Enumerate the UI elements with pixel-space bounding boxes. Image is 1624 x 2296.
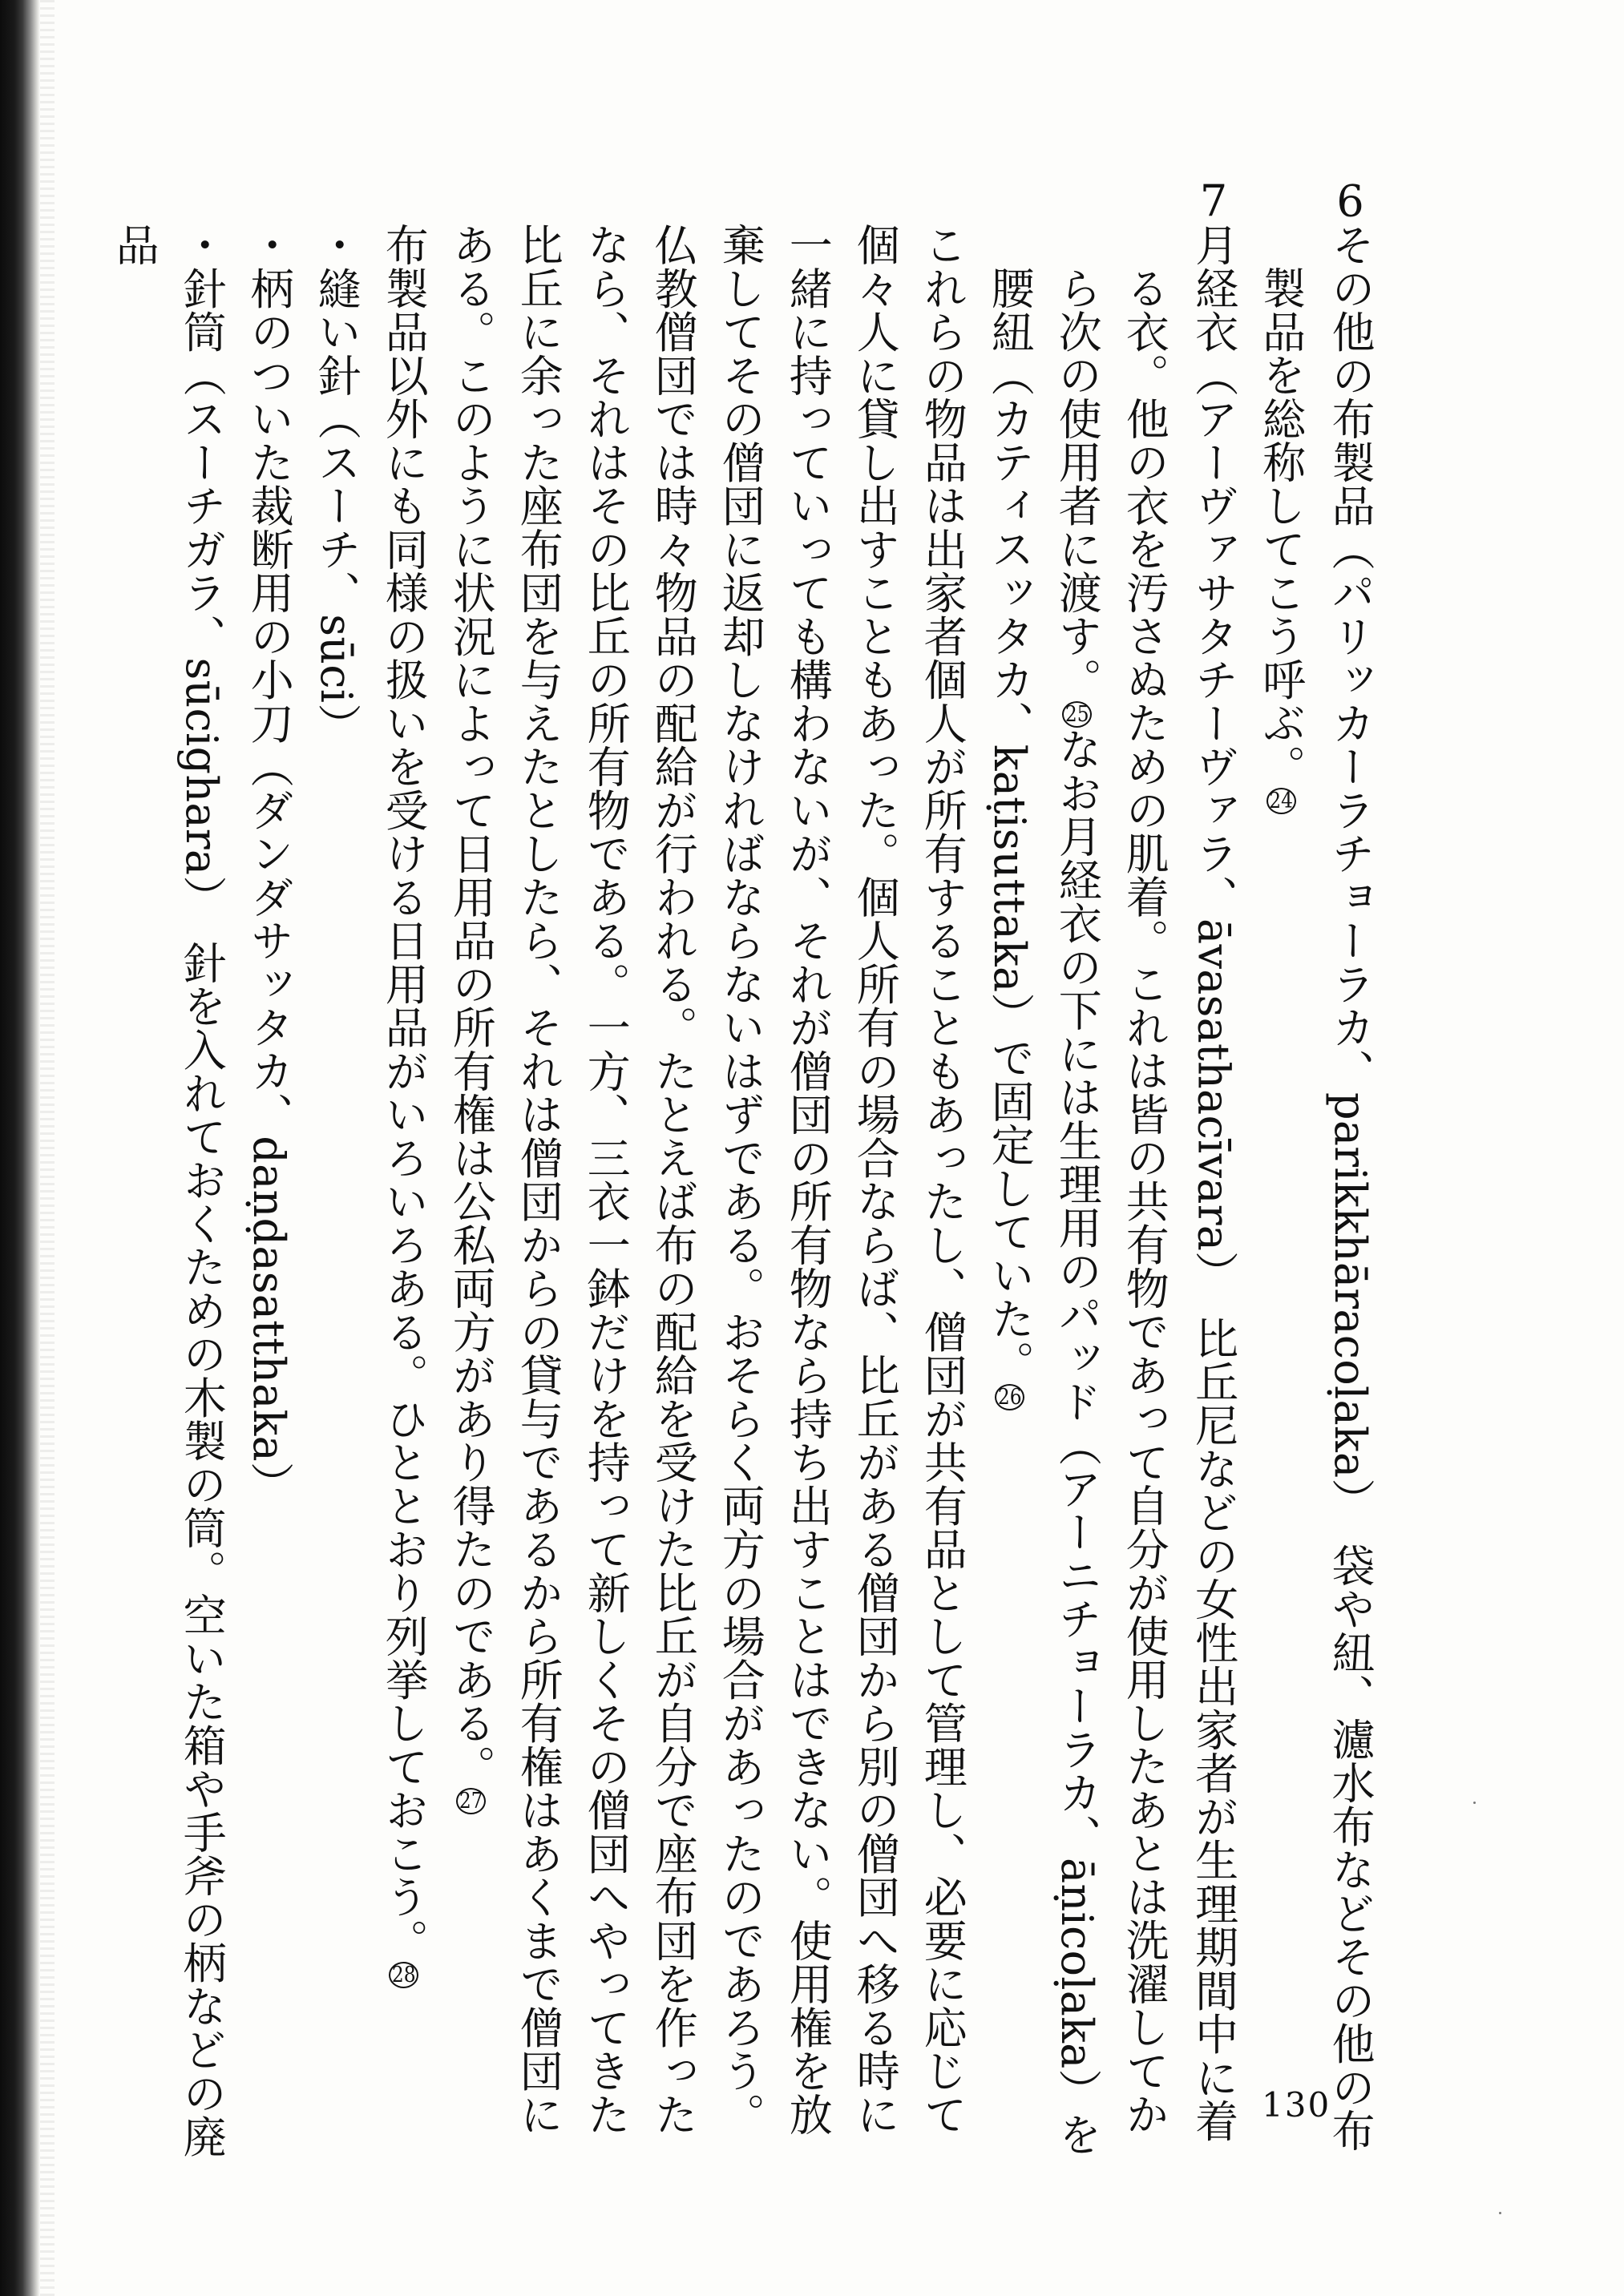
footnote-marker: 26 — [995, 1384, 1024, 1410]
item-body: 袋や紐、濾水布などその他の布製品を総称してこう呼ぶ。 — [1255, 266, 1376, 2153]
page-number: 130 — [1262, 2085, 1331, 2125]
bullet-item — [302, 223, 370, 2162]
item-reading: （パリッカーラチョーラカ、parikkhāracoḷaka） — [1325, 527, 1376, 1500]
body-text — [100, 180, 1384, 2162]
list-item-6: 6その他の布製品（パリッカーラチョーラカ、parikkhāracoḷaka） 袋や紐、濾水布などその他の布製品を総称してこう呼ぶ。$^{24}$ — [1255, 180, 1376, 2153]
item-title: 月経衣 — [1188, 223, 1239, 353]
bullet-item — [100, 223, 235, 2162]
paragraph — [437, 223, 706, 2162]
list-item-7: 7月経衣（アーヴァサタチーヴァラ、āvasathacīvara） 比丘尼などの女性出家者が生理期間中に着る衣。他の衣を汚さぬための肌着。これは皆の共有物であって自分が使用したあとは洗濯してから次の使用者に渡す。$^{25}$なお月経衣の下には生理用のパッド（アーニチョーラカ、āṇicoḷaka）を腰紐（カティスッタカ、kaṭisuttaka）で固定していた。$^{26}$ — [984, 180, 1239, 2157]
scan-speck — [1473, 1802, 1476, 1804]
bullet-text: 縫い針（スーチ、sūci） — [311, 266, 362, 747]
bullet-text: 針筒（スーチガラ、sūcighara） — [176, 266, 228, 898]
item-title: その他の布製品 — [1325, 223, 1376, 527]
bullet-item — [235, 223, 302, 2162]
footnote-marker: 28 — [389, 1962, 418, 1988]
item-body-continued: なお月経衣の下には生理用のパッド（アーニチョーラカ、āṇicoḷaka）を腰紐（カティスッタカ、kaṭisuttaka）で固定していた。 — [984, 266, 1103, 2157]
bullet-description: 針を入れておくための木製の筒。空いた箱や手斧の柄などの廃品 — [109, 223, 228, 2158]
bullet-text: 柄のついた裁断用の小刀（ダンダサッタカ、daṇḍasatthaka） — [244, 266, 295, 1506]
item-reading: （アーヴァサタチーヴァラ、āvasathacīvara） — [1188, 353, 1239, 1273]
paragraph-text: これらの物品は出家者個人が所有することもあったし、僧団が共有品として管理し、必要に応じて個々人に貸し出すこともあった。個人所有の場合ならば、比丘がある僧団から別の僧団へ移る時に一緒に持っていっても構わないが、それが僧団の所有物なら持ち出すことはできない。使用権を放棄してその僧団に返却しなければならないはずである。おそらく両方の場合があったのであろう。 — [715, 223, 968, 2136]
paragraph — [370, 223, 437, 2162]
footnote-marker: 25 — [1062, 701, 1092, 728]
paragraph — [706, 223, 976, 2162]
paragraph-text: 布製品以外にも同様の扱いを受ける日用品がいろいろある。ひととおり列挙しておこう。 — [378, 223, 430, 1962]
footnote-marker: 24 — [1266, 788, 1296, 814]
item-body: 比丘尼などの女性出家者が生理期間中に着る衣。他の衣を汚さぬための肌着。これは皆の共有物であって自分が使用したあとは洗濯してから次の使用者に渡す。 — [1052, 266, 1239, 2143]
bullet-mark: ・ — [244, 223, 295, 267]
bullet-mark: ・ — [311, 223, 362, 267]
footnote-marker: 27 — [456, 1788, 486, 1814]
bullet-mark: ・ — [176, 223, 228, 267]
binding-shadow — [0, 0, 40, 2296]
paragraph-text: 仏教僧団では時々物品の配給が行われる。たとえば布の配給を受けた比丘が自分で座布団を作ったなら、それはその比丘の所有物である。一方、三衣一鉢だけを持って新しくその僧団へやってきた比丘に余った座布団を与えたとしたら、それは僧団からの貸与であるから所有権はあくまで僧団にある。このように状況によって日用品の所有権は公私両方があり得たのである。 — [446, 223, 699, 2136]
scan-speck — [1499, 2212, 1501, 2214]
binding-edge — [40, 0, 55, 2296]
